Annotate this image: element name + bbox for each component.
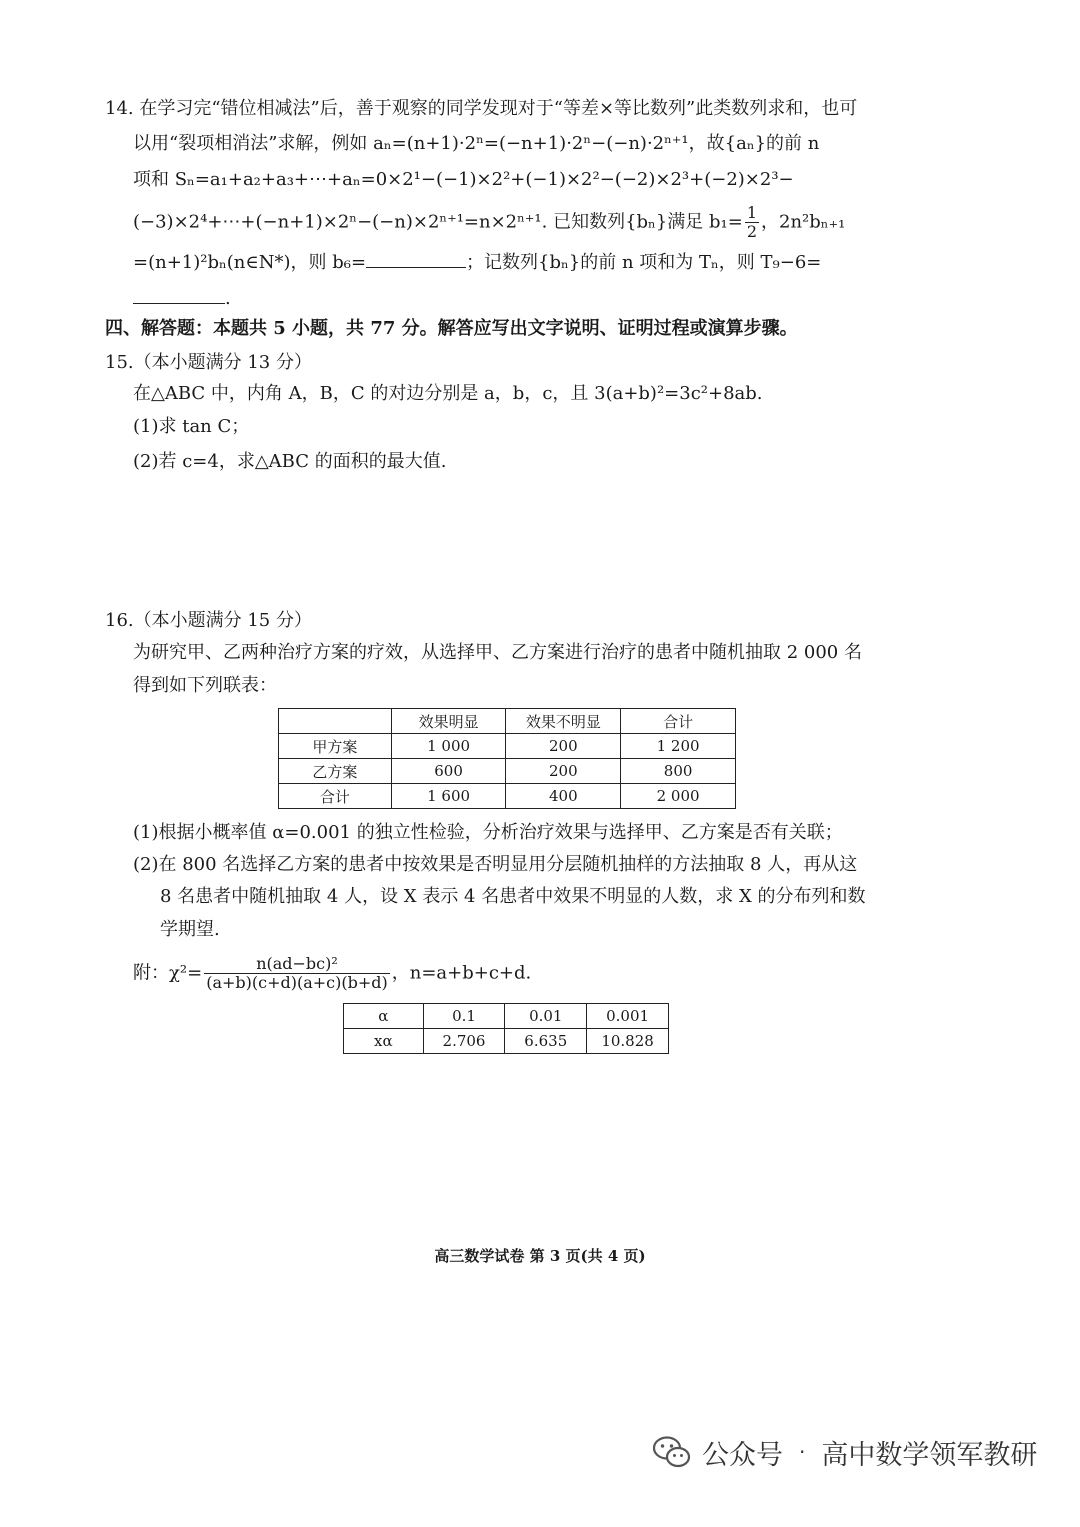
- table-cell: 效果明显: [391, 709, 506, 734]
- table-row: [344, 1004, 669, 1029]
- q14-line-6: [133, 283, 231, 312]
- watermark-name: 高中数学领军教研: [821, 1439, 1038, 1471]
- critical-value-table: [343, 1003, 669, 1054]
- q16-stem-1: 为研究甲、乙两种治疗方案的疗效，从选择甲、乙方案进行治疗的患者中随机抽取 2 000 名: [133, 642, 862, 663]
- q15-part-1: (1)求 tan C；: [133, 416, 250, 437]
- q14-line-4a: (−3)×2⁴+⋯+(−n+1)×2ⁿ−(−n)×2ⁿ⁺¹=n×2ⁿ⁺¹. 已知数列{bₙ}满足 b₁=: [133, 211, 743, 233]
- table-row: [344, 1029, 669, 1054]
- q16-part-1: (1)根据小概率值 α=0.001 的独立性检验，分析治疗效果与选择甲、乙方案是否有关联；: [133, 822, 843, 843]
- q16-part-2-line-3: 学期望.: [160, 919, 220, 940]
- q16-part-2-line-2: 8 名患者中随机抽取 4 人，设 X 表示 4 名患者中效果不明显的人数，求 X 的分布列和数: [160, 886, 866, 907]
- table-header-row: [279, 709, 736, 734]
- q15-heading: 15.（本小题满分 13 分）: [105, 352, 312, 373]
- watermark-separator: ·: [799, 1440, 806, 1464]
- section-4-heading: 四、解答题：本题共 5 小题，共 77 分。解答应写出文字说明、证明过程或演算步骤。: [105, 318, 798, 339]
- table-cell: 合计: [621, 709, 736, 734]
- fraction-one-half: [745, 204, 759, 241]
- table-cell: 乙方案: [279, 759, 392, 784]
- table-cell: 600: [391, 759, 506, 784]
- q14-line-4b: ，2n²bₙ₊₁: [761, 211, 846, 233]
- formula-numerator: n(ad−bc)²: [204, 955, 390, 974]
- q14-line-2: 以用“裂项相消法”求解，例如 aₙ=(n+1)·2ⁿ=(−n+1)·2ⁿ−(−n)·2ⁿ⁺¹，故{aₙ}的前 n: [133, 133, 820, 154]
- table-cell: 6.635: [505, 1029, 587, 1054]
- table-cell: xα: [344, 1029, 424, 1054]
- answer-blank-b6[interactable]: [366, 247, 466, 268]
- fraction-denominator: 2: [746, 222, 758, 241]
- table-cell: 0.01: [505, 1004, 587, 1029]
- table-row: [279, 759, 736, 784]
- watermark-account: 公众号: [702, 1439, 783, 1471]
- q15-part-2: (2)若 c=4，求△ABC 的面积的最大值.: [133, 451, 447, 472]
- appendix-label: 附：χ²=: [133, 962, 203, 984]
- formula-denominator: (a+b)(c+d)(a+c)(b+d): [206, 973, 388, 992]
- q14-period: .: [225, 288, 231, 309]
- table-cell: 1 200: [621, 734, 736, 759]
- table-cell: 200: [506, 734, 621, 759]
- table-cell: α: [344, 1004, 424, 1029]
- q14-line-4: [133, 204, 845, 241]
- q16-stem-2: 得到如下列联表：: [133, 675, 277, 696]
- table-cell: 400: [506, 784, 621, 809]
- q16-appendix-formula: [133, 955, 531, 992]
- table-cell: 10.828: [587, 1029, 669, 1054]
- table-cell: 1 600: [391, 784, 506, 809]
- chi-square-fraction: [204, 955, 390, 992]
- table-cell: 1 000: [391, 734, 506, 759]
- q16-heading: 16.（本小题满分 15 分）: [105, 610, 312, 631]
- page-footer: 高三数学试卷 第 3 页(共 4 页): [434, 1247, 646, 1265]
- q14-line-3: 项和 Sₙ=a₁+a₂+a₃+⋯+aₙ=0×2¹−(−1)×2²+(−1)×2²−(−2)×2³+(−2)×2³−: [133, 169, 794, 190]
- contingency-table: [278, 708, 736, 809]
- answer-blank-t9[interactable]: [133, 283, 225, 304]
- q16-part-2-line-1: (2)在 800 名选择乙方案的患者中按效果是否明显用分层随机抽样的方法抽取 8 人，再从这: [133, 854, 858, 875]
- q15-stem: 在△ABC 中，内角 A，B，C 的对边分别是 a，b，c，且 3(a+b)²=3c²+8ab.: [133, 383, 763, 404]
- wechat-icon: [652, 1435, 692, 1469]
- formula-tail: ，n=a+b+c+d.: [391, 962, 532, 984]
- q14-line-5a: =(n+1)²bₙ(n∈N*)，则 b₆=: [133, 252, 367, 273]
- q14-line-1: 14. 在学习完“错位相减法”后，善于观察的同学发现对于“等差×等比数列”此类数列求和，也可: [105, 98, 858, 119]
- table-cell: [279, 709, 392, 734]
- table-cell: 0.001: [587, 1004, 669, 1029]
- table-cell: 2.706: [423, 1029, 505, 1054]
- q14-line-5: [133, 247, 821, 276]
- table-cell: 200: [506, 759, 621, 784]
- fraction-numerator: 1: [746, 203, 758, 222]
- watermark: [652, 1430, 1037, 1474]
- table-row: [279, 784, 736, 809]
- q14-line-5b: ；记数列{bₙ}的前 n 项和为 Tₙ，则 T₉−6=: [466, 252, 822, 273]
- table-cell: 甲方案: [279, 734, 392, 759]
- table-row: [279, 734, 736, 759]
- table-cell: 效果不明显: [506, 709, 621, 734]
- table-cell: 0.1: [423, 1004, 505, 1029]
- table-cell: 800: [621, 759, 736, 784]
- table-cell: 合计: [279, 784, 392, 809]
- table-cell: 2 000: [621, 784, 736, 809]
